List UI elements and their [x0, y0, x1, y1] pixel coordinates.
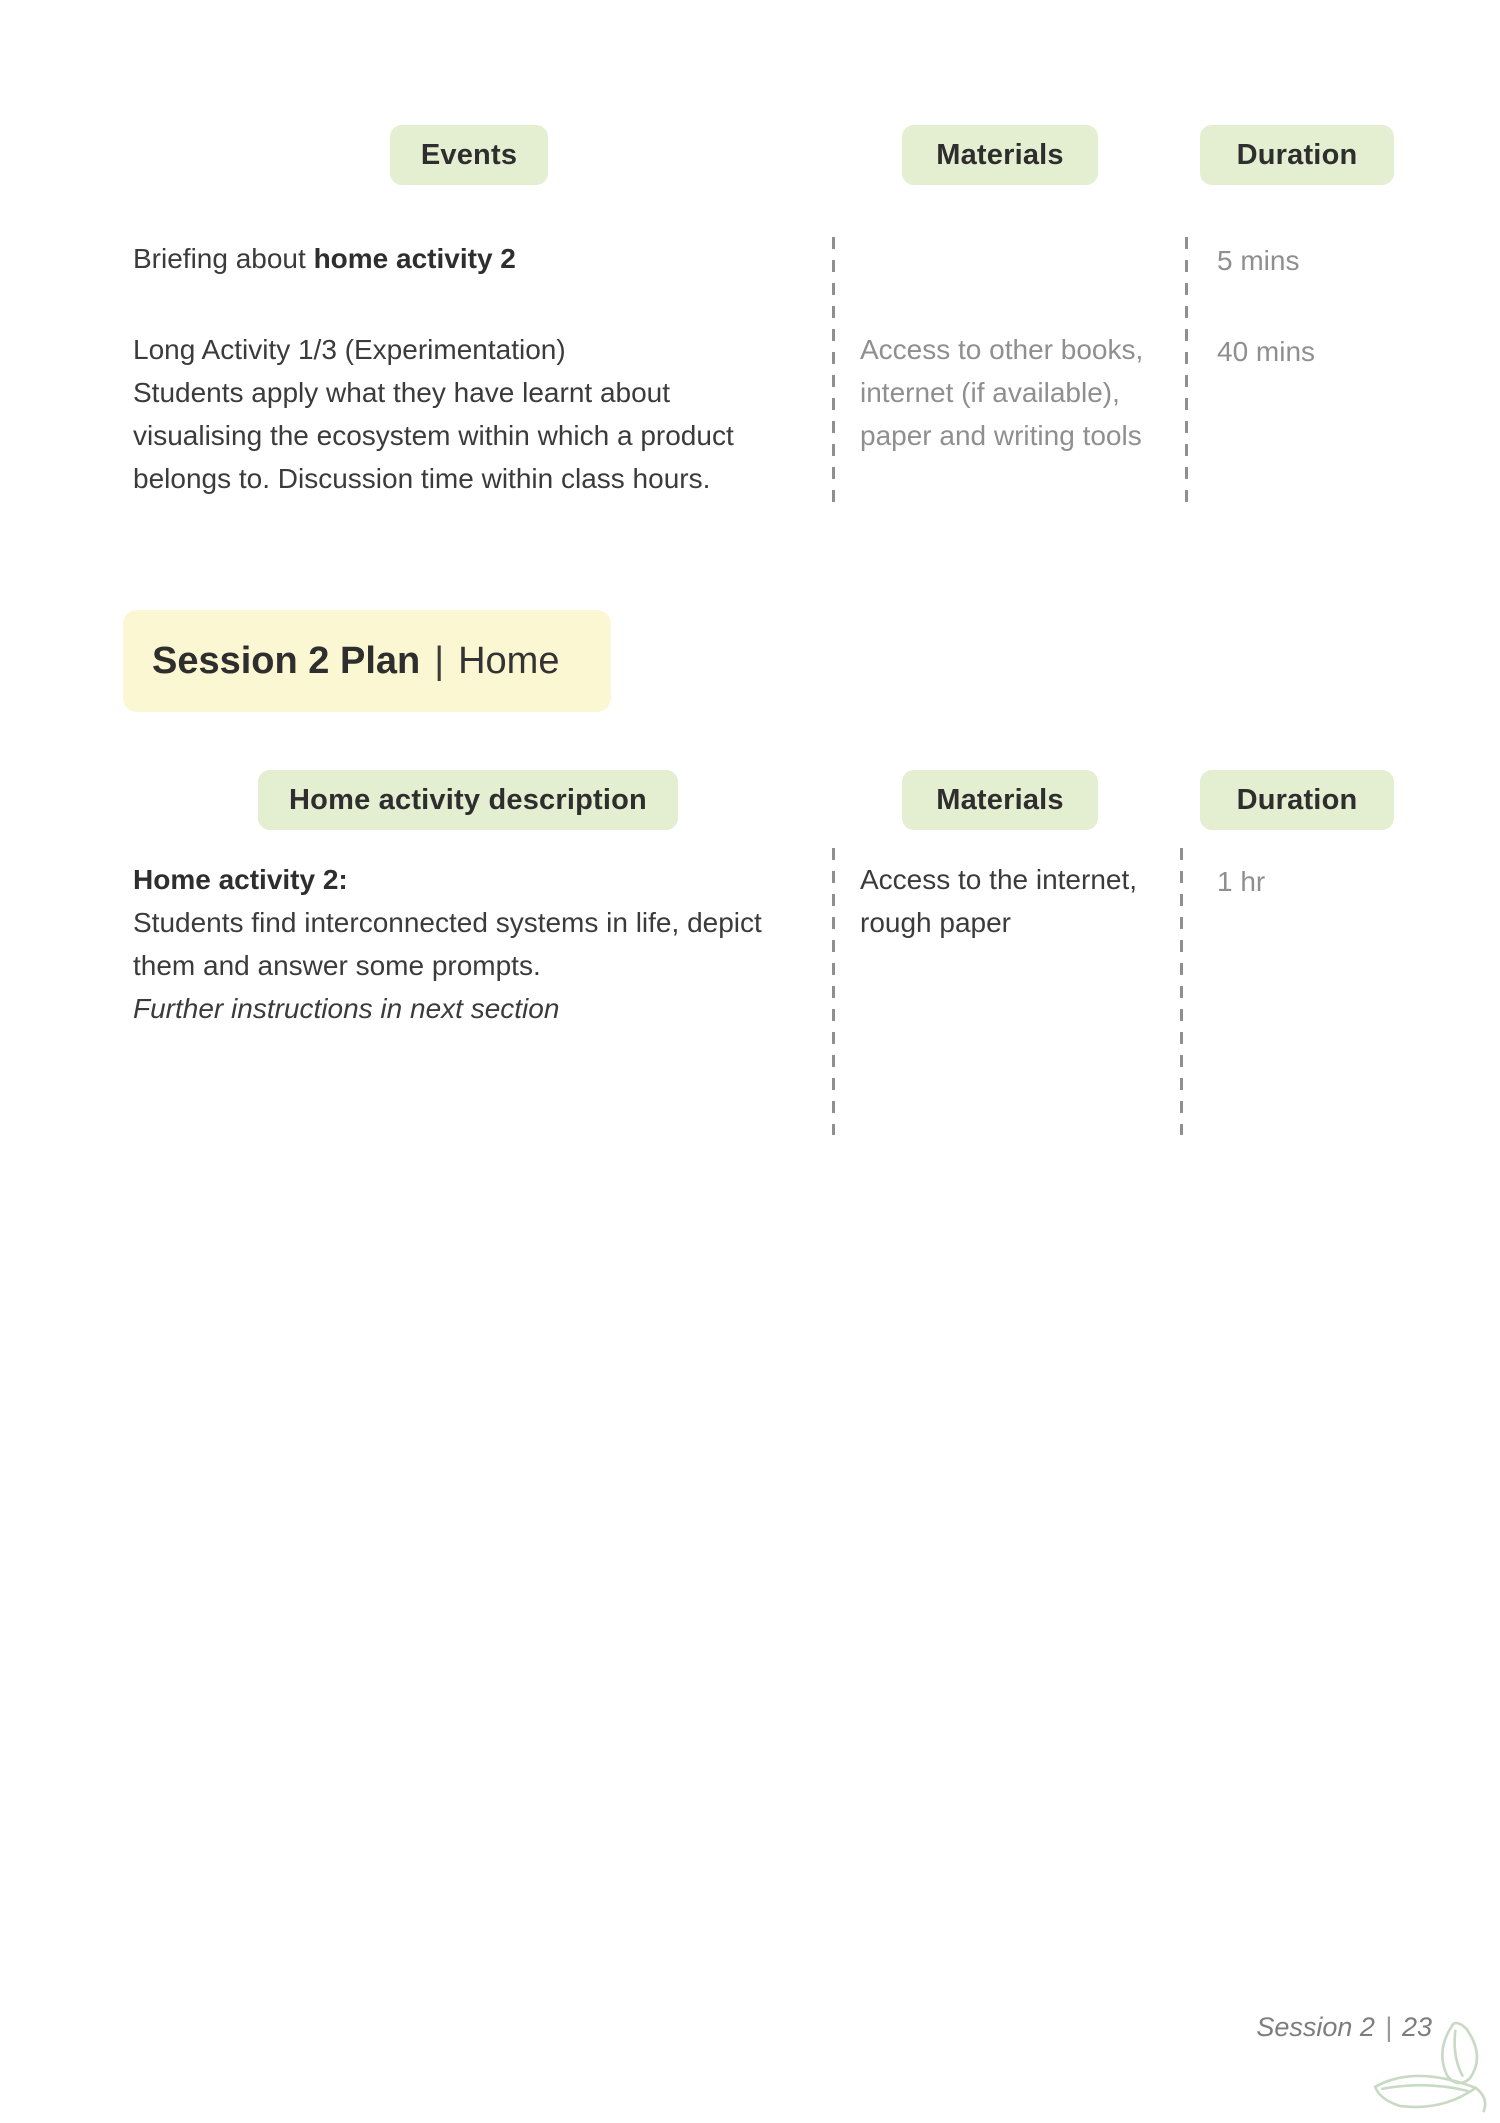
duration-cell: 1 hr [1217, 866, 1266, 897]
column-divider-dashed [832, 848, 835, 1135]
home-activity-description-header-badge: Home activity description [258, 770, 678, 830]
leaf-icon [1368, 2016, 1500, 2116]
home-activity-description-cell [133, 858, 762, 1030]
duration-cell: 5 mins [1217, 245, 1300, 276]
home-activity-title: Home activity 2: [133, 864, 348, 895]
materials-line: Access to the internet, [860, 864, 1138, 895]
materials-cell [860, 328, 1143, 457]
materials-line: internet (if available), [860, 377, 1120, 408]
event-cell [133, 237, 516, 280]
event-line: belongs to. Discussion time within class hours. [133, 463, 711, 494]
materials-line: paper and writing tools [860, 420, 1142, 451]
column-divider-dashed [1185, 237, 1188, 509]
description-line: them and answer some prompts. [133, 950, 541, 981]
duration-header-badge: Duration [1200, 770, 1394, 830]
column-divider-dashed [832, 237, 835, 509]
materials-cell [860, 858, 1137, 944]
leaf-upper-outline [1442, 2023, 1477, 2083]
leaf-stem [1476, 2088, 1486, 2111]
description-note-italic: Further instructions in next section [133, 993, 560, 1024]
description-line: Students find interconnected systems in life, depict [133, 907, 762, 938]
duration-header-badge: Duration [1200, 125, 1394, 185]
footer-session-label: Session 2 [1256, 2012, 1375, 2042]
session-plan-title: Session 2 Plan [152, 639, 421, 682]
leaf-lower-outline [1375, 2076, 1476, 2107]
materials-line: rough paper [860, 907, 1012, 938]
footer-divider: | [1384, 2012, 1392, 2042]
materials-header-badge: Materials [902, 770, 1098, 830]
event-line: visualising the ecosystem within which a product [133, 420, 734, 451]
duration-cell: 40 mins [1217, 336, 1316, 367]
session-plan-subtitle: Home [458, 639, 560, 682]
footer-page-number: 23 [1401, 2012, 1432, 2042]
event-line: Students apply what they have learnt about [133, 377, 671, 408]
materials-header-badge: Materials [902, 125, 1098, 185]
leaf-upper-midrib [1455, 2031, 1463, 2076]
event-cell [133, 328, 734, 500]
materials-line: Access to other books, [860, 334, 1144, 365]
session-plan-heading [123, 610, 611, 712]
event-text-bold: home activity 2 [313, 243, 516, 274]
leaf-lower-midrib [1382, 2085, 1467, 2091]
events-header-badge: Events [390, 125, 548, 185]
event-text: Briefing about [133, 243, 314, 274]
column-divider-dashed [1180, 848, 1183, 1135]
event-line: Long Activity 1/3 (Experimentation) [133, 334, 566, 365]
heading-divider: | [434, 639, 445, 682]
